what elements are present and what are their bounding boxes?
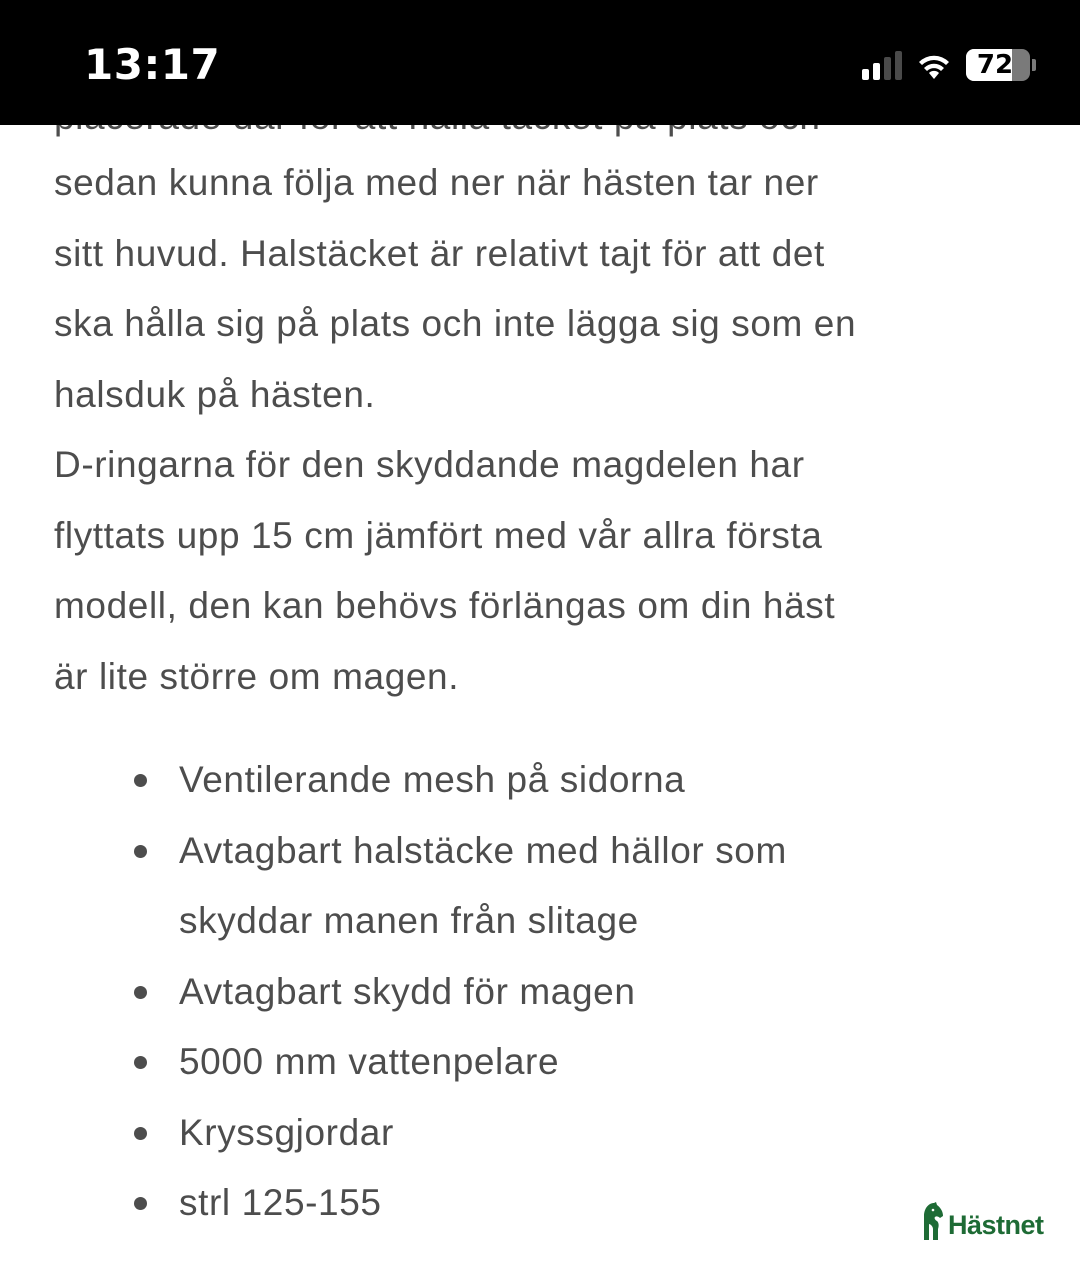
hastnet-logo (922, 1202, 1044, 1240)
battery-cap (1032, 59, 1036, 71)
text-line: modell, den kan behövs förlängas om din häst (54, 585, 836, 626)
feature-text: Avtagbart halstäcke med hällor som (179, 829, 787, 871)
paragraph-d-rings (54, 430, 856, 712)
feature-text: skyddar manen från slitage (179, 900, 639, 941)
bullet-icon (134, 986, 147, 999)
feature-text: Avtagbart skydd för magen (179, 970, 636, 1012)
battery-percent: 72 (976, 50, 1014, 80)
text-line: är lite större om magen. (54, 655, 460, 697)
article-paragraphs (54, 148, 856, 712)
text-line: ska hålla sig på plats och inte lägga sig som en (54, 303, 857, 344)
status-bar (0, 0, 1080, 125)
feature-item (54, 1168, 787, 1239)
bullet-icon (134, 845, 147, 858)
status-time: 13:17 (84, 40, 221, 89)
bullet-icon (134, 1127, 147, 1140)
cellular-signal-icon (862, 50, 902, 80)
feature-item (54, 957, 787, 1028)
feature-item (54, 1027, 787, 1098)
text-line: flyttats upp 15 cm jämfört med vår allra första (54, 514, 823, 556)
paragraph-neck-cover (54, 148, 856, 430)
feature-text: Kryssgjordar (179, 1111, 394, 1153)
battery-icon (966, 49, 1030, 81)
feature-list (54, 745, 787, 1239)
text-line: D-ringarna för den skyddande magdelen har (54, 444, 805, 485)
status-icons (862, 46, 1036, 84)
text-line: halsduk på hästen. (54, 373, 376, 415)
bullet-icon (134, 1197, 147, 1210)
wifi-icon (916, 50, 952, 80)
bullet-icon (134, 1056, 147, 1069)
horse-head-icon (922, 1202, 944, 1240)
feature-item (54, 816, 787, 957)
text-line: sedan kunna följa med ner när hästen tar ner (54, 162, 819, 203)
feature-text: strl 125-155 (179, 1182, 382, 1223)
feature-text: Ventilerande mesh på sidorna (179, 759, 686, 800)
logo-text: Hästnet (948, 1210, 1044, 1240)
feature-item (54, 745, 787, 816)
feature-text: 5000 mm vattenpelare (179, 1041, 560, 1082)
feature-item (54, 1098, 787, 1169)
text-line: sitt huvud. Halstäcket är relativt tajt för att det (54, 232, 825, 274)
bullet-icon (134, 774, 147, 787)
